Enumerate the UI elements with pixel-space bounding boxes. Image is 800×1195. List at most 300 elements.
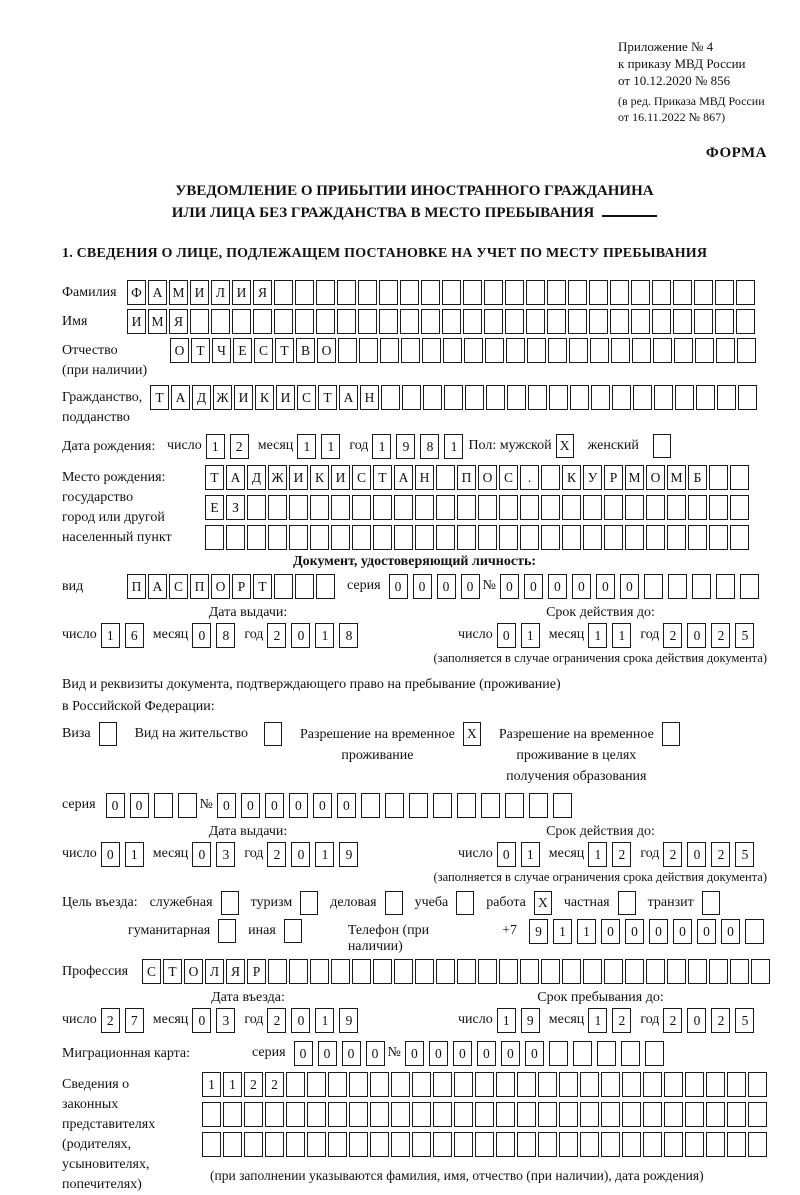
char-box[interactable] <box>737 338 756 363</box>
char-box[interactable] <box>412 1072 431 1097</box>
char-box[interactable] <box>505 309 524 334</box>
char-box[interactable] <box>295 280 314 305</box>
char-box[interactable] <box>632 338 651 363</box>
char-box[interactable] <box>625 495 644 520</box>
char-box[interactable] <box>538 1072 557 1097</box>
char-box[interactable] <box>481 793 500 818</box>
char-box[interactable]: 0 <box>429 1041 448 1066</box>
char-box[interactable] <box>415 495 434 520</box>
char-box[interactable] <box>562 525 581 550</box>
char-box[interactable] <box>604 495 623 520</box>
char-box[interactable]: 0 <box>291 623 310 648</box>
char-box[interactable]: 0 <box>673 919 692 944</box>
char-box[interactable] <box>601 1072 620 1097</box>
char-box[interactable] <box>328 1132 347 1157</box>
checkbox[interactable] <box>300 891 318 915</box>
char-box[interactable]: 0 <box>289 793 308 818</box>
char-box[interactable] <box>520 525 539 550</box>
char-box[interactable] <box>412 1132 431 1157</box>
char-box[interactable] <box>391 1102 410 1127</box>
char-box[interactable] <box>465 385 484 410</box>
char-box[interactable] <box>517 1102 536 1127</box>
char-box[interactable] <box>337 309 356 334</box>
char-box[interactable]: О <box>184 959 203 984</box>
char-box[interactable]: 0 <box>366 1041 385 1066</box>
char-box[interactable] <box>316 309 335 334</box>
char-box[interactable]: С <box>254 338 273 363</box>
char-box[interactable]: М <box>625 465 644 490</box>
char-box[interactable] <box>625 525 644 550</box>
char-box[interactable]: С <box>499 465 518 490</box>
char-box[interactable] <box>541 525 560 550</box>
char-box[interactable] <box>443 338 462 363</box>
char-box[interactable] <box>583 525 602 550</box>
char-box[interactable] <box>652 309 671 334</box>
char-box[interactable]: 0 <box>524 574 543 599</box>
char-box[interactable]: 0 <box>548 574 567 599</box>
char-box[interactable]: 0 <box>721 919 740 944</box>
char-box[interactable] <box>391 1072 410 1097</box>
char-box[interactable]: Ж <box>213 385 232 410</box>
char-box[interactable] <box>358 309 377 334</box>
char-box[interactable] <box>349 1072 368 1097</box>
char-box[interactable]: 0 <box>101 842 120 867</box>
char-box[interactable] <box>727 1102 746 1127</box>
char-box[interactable] <box>667 525 686 550</box>
char-box[interactable]: 6 <box>125 623 144 648</box>
char-box[interactable]: Ч <box>212 338 231 363</box>
char-box[interactable]: Т <box>275 338 294 363</box>
char-box[interactable] <box>736 309 755 334</box>
char-box[interactable] <box>286 1102 305 1127</box>
char-box[interactable] <box>154 793 173 818</box>
char-box[interactable] <box>370 1072 389 1097</box>
char-box[interactable]: Т <box>205 465 224 490</box>
char-box[interactable] <box>328 1072 347 1097</box>
char-box[interactable]: Ф <box>127 280 146 305</box>
char-box[interactable] <box>253 309 272 334</box>
char-box[interactable] <box>295 309 314 334</box>
char-box[interactable] <box>289 495 308 520</box>
char-box[interactable] <box>580 1072 599 1097</box>
checkbox[interactable] <box>702 891 720 915</box>
char-box[interactable]: О <box>170 338 189 363</box>
char-box[interactable] <box>316 280 335 305</box>
char-box[interactable] <box>652 280 671 305</box>
checkbox[interactable] <box>662 722 680 746</box>
char-box[interactable] <box>274 309 293 334</box>
char-box[interactable] <box>331 495 350 520</box>
char-box[interactable] <box>223 1102 242 1127</box>
char-box[interactable] <box>422 338 441 363</box>
char-box[interactable] <box>573 1041 592 1066</box>
char-box[interactable]: Н <box>360 385 379 410</box>
char-box[interactable] <box>244 1102 263 1127</box>
char-box[interactable] <box>547 309 566 334</box>
char-box[interactable] <box>478 495 497 520</box>
char-box[interactable]: 1 <box>223 1072 242 1097</box>
char-box[interactable]: 0 <box>389 574 408 599</box>
char-box[interactable]: И <box>190 280 209 305</box>
char-box[interactable] <box>373 495 392 520</box>
char-box[interactable]: 9 <box>339 842 358 867</box>
char-box[interactable] <box>499 525 518 550</box>
char-box[interactable]: 0 <box>241 793 260 818</box>
char-box[interactable] <box>716 338 735 363</box>
char-box[interactable] <box>748 1072 767 1097</box>
char-box[interactable]: М <box>148 309 167 334</box>
char-box[interactable] <box>402 385 421 410</box>
char-box[interactable]: О <box>646 465 665 490</box>
char-box[interactable] <box>464 338 483 363</box>
char-box[interactable]: 0 <box>437 574 456 599</box>
char-box[interactable]: 0 <box>313 793 332 818</box>
char-box[interactable] <box>349 1132 368 1157</box>
char-box[interactable]: 0 <box>265 793 284 818</box>
char-box[interactable]: 0 <box>130 793 149 818</box>
char-box[interactable]: А <box>339 385 358 410</box>
char-box[interactable]: 2 <box>663 623 682 648</box>
char-box[interactable]: К <box>562 465 581 490</box>
char-box[interactable] <box>610 309 629 334</box>
char-box[interactable] <box>674 338 693 363</box>
checkbox[interactable]: X <box>534 891 552 915</box>
char-box[interactable] <box>478 959 497 984</box>
char-box[interactable] <box>568 309 587 334</box>
char-box[interactable] <box>247 495 266 520</box>
char-box[interactable] <box>517 1132 536 1157</box>
char-box[interactable] <box>507 385 526 410</box>
char-box[interactable] <box>547 280 566 305</box>
char-box[interactable] <box>391 1132 410 1157</box>
char-box[interactable] <box>621 1041 640 1066</box>
char-box[interactable] <box>740 574 759 599</box>
char-box[interactable] <box>202 1132 221 1157</box>
char-box[interactable]: 2 <box>244 1072 263 1097</box>
char-box[interactable]: 1 <box>372 434 391 459</box>
checkbox[interactable] <box>618 891 636 915</box>
char-box[interactable]: Т <box>373 465 392 490</box>
char-box[interactable] <box>442 280 461 305</box>
char-box[interactable] <box>358 280 377 305</box>
char-box[interactable]: 2 <box>230 434 249 459</box>
char-box[interactable]: Р <box>232 574 251 599</box>
char-box[interactable] <box>226 525 245 550</box>
char-box[interactable]: 0 <box>342 1041 361 1066</box>
char-box[interactable]: 0 <box>625 919 644 944</box>
char-box[interactable]: И <box>127 309 146 334</box>
char-box[interactable]: Б <box>688 465 707 490</box>
char-box[interactable] <box>673 280 692 305</box>
char-box[interactable] <box>379 309 398 334</box>
char-box[interactable] <box>289 525 308 550</box>
char-box[interactable]: М <box>169 280 188 305</box>
char-box[interactable]: С <box>297 385 316 410</box>
char-box[interactable] <box>274 280 293 305</box>
char-box[interactable]: Я <box>253 280 272 305</box>
char-box[interactable] <box>295 574 314 599</box>
char-box[interactable] <box>549 1041 568 1066</box>
char-box[interactable] <box>625 959 644 984</box>
char-box[interactable]: А <box>148 574 167 599</box>
char-box[interactable]: 0 <box>192 842 211 867</box>
char-box[interactable] <box>568 280 587 305</box>
char-box[interactable] <box>496 1102 515 1127</box>
char-box[interactable] <box>612 385 631 410</box>
char-box[interactable] <box>694 280 713 305</box>
char-box[interactable] <box>709 465 728 490</box>
char-box[interactable]: 0 <box>525 1041 544 1066</box>
char-box[interactable] <box>631 309 650 334</box>
char-box[interactable] <box>538 1132 557 1157</box>
char-box[interactable] <box>359 338 378 363</box>
char-box[interactable]: 0 <box>291 1008 310 1033</box>
char-box[interactable] <box>695 338 714 363</box>
char-box[interactable]: 0 <box>649 919 668 944</box>
char-box[interactable]: И <box>276 385 295 410</box>
char-box[interactable] <box>646 959 665 984</box>
char-box[interactable]: И <box>331 465 350 490</box>
char-box[interactable] <box>559 1102 578 1127</box>
char-box[interactable] <box>520 959 539 984</box>
char-box[interactable]: 0 <box>461 574 480 599</box>
char-box[interactable] <box>211 309 230 334</box>
char-box[interactable] <box>190 309 209 334</box>
char-box[interactable]: В <box>296 338 315 363</box>
char-box[interactable] <box>454 1072 473 1097</box>
checkbox[interactable] <box>385 891 403 915</box>
char-box[interactable]: Л <box>205 959 224 984</box>
char-box[interactable] <box>528 385 547 410</box>
char-box[interactable] <box>745 919 764 944</box>
char-box[interactable]: . <box>520 465 539 490</box>
char-box[interactable]: 1 <box>497 1008 516 1033</box>
char-box[interactable] <box>421 280 440 305</box>
char-box[interactable] <box>379 280 398 305</box>
char-box[interactable]: 5 <box>735 1008 754 1033</box>
char-box[interactable]: 0 <box>497 623 516 648</box>
char-box[interactable] <box>268 495 287 520</box>
char-box[interactable]: Л <box>211 280 230 305</box>
char-box[interactable] <box>688 525 707 550</box>
char-box[interactable]: Т <box>253 574 272 599</box>
char-box[interactable] <box>583 959 602 984</box>
char-box[interactable] <box>646 495 665 520</box>
char-box[interactable] <box>307 1102 326 1127</box>
char-box[interactable]: Т <box>318 385 337 410</box>
char-box[interactable]: 1 <box>315 1008 334 1033</box>
char-box[interactable] <box>667 959 686 984</box>
char-box[interactable]: 2 <box>612 842 631 867</box>
char-box[interactable] <box>730 525 749 550</box>
char-box[interactable]: С <box>142 959 161 984</box>
char-box[interactable] <box>394 959 413 984</box>
char-box[interactable]: 0 <box>405 1041 424 1066</box>
char-box[interactable] <box>541 465 560 490</box>
char-box[interactable]: С <box>352 465 371 490</box>
char-box[interactable] <box>352 525 371 550</box>
char-box[interactable] <box>631 280 650 305</box>
char-box[interactable]: 2 <box>663 1008 682 1033</box>
char-box[interactable] <box>738 385 757 410</box>
char-box[interactable]: К <box>310 465 329 490</box>
char-box[interactable] <box>205 525 224 550</box>
char-box[interactable]: 8 <box>216 623 235 648</box>
char-box[interactable] <box>400 280 419 305</box>
checkbox[interactable] <box>99 722 117 746</box>
char-box[interactable] <box>352 959 371 984</box>
char-box[interactable] <box>370 1102 389 1127</box>
char-box[interactable] <box>692 574 711 599</box>
char-box[interactable]: А <box>394 465 413 490</box>
char-box[interactable]: 0 <box>217 793 236 818</box>
char-box[interactable]: Ж <box>268 465 287 490</box>
char-box[interactable] <box>664 1072 683 1097</box>
char-box[interactable] <box>352 495 371 520</box>
char-box[interactable] <box>538 1102 557 1127</box>
char-box[interactable] <box>433 793 452 818</box>
char-box[interactable]: А <box>148 280 167 305</box>
char-box[interactable] <box>644 574 663 599</box>
char-box[interactable]: 2 <box>711 1008 730 1033</box>
char-box[interactable] <box>457 793 476 818</box>
char-box[interactable]: 2 <box>267 842 286 867</box>
char-box[interactable] <box>667 495 686 520</box>
char-box[interactable]: 0 <box>697 919 716 944</box>
char-box[interactable] <box>499 495 518 520</box>
char-box[interactable] <box>664 1102 683 1127</box>
char-box[interactable] <box>475 1072 494 1097</box>
checkbox[interactable] <box>221 891 239 915</box>
char-box[interactable]: 9 <box>339 1008 358 1033</box>
char-box[interactable] <box>696 385 715 410</box>
char-box[interactable] <box>591 385 610 410</box>
char-box[interactable]: 7 <box>125 1008 144 1033</box>
char-box[interactable] <box>730 465 749 490</box>
char-box[interactable] <box>517 1072 536 1097</box>
char-box[interactable] <box>401 338 420 363</box>
char-box[interactable]: 1 <box>297 434 316 459</box>
char-box[interactable] <box>527 338 546 363</box>
char-box[interactable] <box>373 959 392 984</box>
char-box[interactable] <box>274 574 293 599</box>
char-box[interactable] <box>370 1132 389 1157</box>
char-box[interactable] <box>265 1102 284 1127</box>
char-box[interactable] <box>316 574 335 599</box>
checkbox[interactable] <box>653 434 671 458</box>
char-box[interactable] <box>485 338 504 363</box>
char-box[interactable] <box>310 525 329 550</box>
char-box[interactable] <box>454 1102 473 1127</box>
char-box[interactable] <box>643 1102 662 1127</box>
char-box[interactable] <box>643 1132 662 1157</box>
char-box[interactable] <box>247 525 266 550</box>
char-box[interactable] <box>706 1102 725 1127</box>
char-box[interactable] <box>265 1132 284 1157</box>
char-box[interactable]: 1 <box>588 842 607 867</box>
char-box[interactable] <box>633 385 652 410</box>
char-box[interactable] <box>484 309 503 334</box>
char-box[interactable] <box>400 309 419 334</box>
char-box[interactable] <box>337 280 356 305</box>
char-box[interactable]: 0 <box>687 1008 706 1033</box>
char-box[interactable]: О <box>478 465 497 490</box>
char-box[interactable]: 0 <box>192 1008 211 1033</box>
char-box[interactable]: Я <box>226 959 245 984</box>
char-box[interactable] <box>590 338 609 363</box>
char-box[interactable]: О <box>211 574 230 599</box>
char-box[interactable] <box>286 1072 305 1097</box>
char-box[interactable]: 0 <box>687 623 706 648</box>
char-box[interactable]: А <box>226 465 245 490</box>
char-box[interactable]: 0 <box>291 842 310 867</box>
char-box[interactable] <box>668 574 687 599</box>
char-box[interactable]: 1 <box>125 842 144 867</box>
char-box[interactable] <box>653 338 672 363</box>
char-box[interactable] <box>244 1132 263 1157</box>
char-box[interactable] <box>549 385 568 410</box>
char-box[interactable] <box>529 793 548 818</box>
char-box[interactable] <box>559 1072 578 1097</box>
char-box[interactable]: 2 <box>663 842 682 867</box>
char-box[interactable] <box>380 338 399 363</box>
char-box[interactable] <box>463 280 482 305</box>
char-box[interactable]: 3 <box>216 842 235 867</box>
char-box[interactable] <box>454 1132 473 1157</box>
char-box[interactable]: О <box>317 338 336 363</box>
char-box[interactable]: 0 <box>500 574 519 599</box>
char-box[interactable] <box>706 1072 725 1097</box>
char-box[interactable] <box>654 385 673 410</box>
char-box[interactable] <box>748 1132 767 1157</box>
char-box[interactable]: 9 <box>396 434 415 459</box>
char-box[interactable]: 1 <box>553 919 572 944</box>
char-box[interactable] <box>328 1102 347 1127</box>
char-box[interactable] <box>436 465 455 490</box>
char-box[interactable]: 8 <box>420 434 439 459</box>
char-box[interactable]: Р <box>604 465 623 490</box>
char-box[interactable]: 0 <box>620 574 639 599</box>
char-box[interactable]: А <box>171 385 190 410</box>
char-box[interactable] <box>268 525 287 550</box>
char-box[interactable] <box>520 495 539 520</box>
char-box[interactable] <box>709 525 728 550</box>
char-box[interactable]: 0 <box>106 793 125 818</box>
char-box[interactable] <box>444 385 463 410</box>
char-box[interactable]: 0 <box>477 1041 496 1066</box>
char-box[interactable]: З <box>226 495 245 520</box>
char-box[interactable]: Я <box>169 309 188 334</box>
char-box[interactable] <box>486 385 505 410</box>
char-box[interactable]: С <box>169 574 188 599</box>
char-box[interactable] <box>409 793 428 818</box>
char-box[interactable]: Д <box>192 385 211 410</box>
char-box[interactable]: И <box>289 465 308 490</box>
char-box[interactable]: 0 <box>687 842 706 867</box>
char-box[interactable] <box>442 309 461 334</box>
char-box[interactable] <box>541 959 560 984</box>
char-box[interactable] <box>505 280 524 305</box>
char-box[interactable] <box>475 1102 494 1127</box>
char-box[interactable] <box>496 1072 515 1097</box>
char-box[interactable]: 1 <box>577 919 596 944</box>
char-box[interactable] <box>307 1072 326 1097</box>
char-box[interactable] <box>331 959 350 984</box>
checkbox[interactable] <box>284 919 302 943</box>
char-box[interactable] <box>688 959 707 984</box>
char-box[interactable] <box>381 385 400 410</box>
char-box[interactable] <box>457 959 476 984</box>
